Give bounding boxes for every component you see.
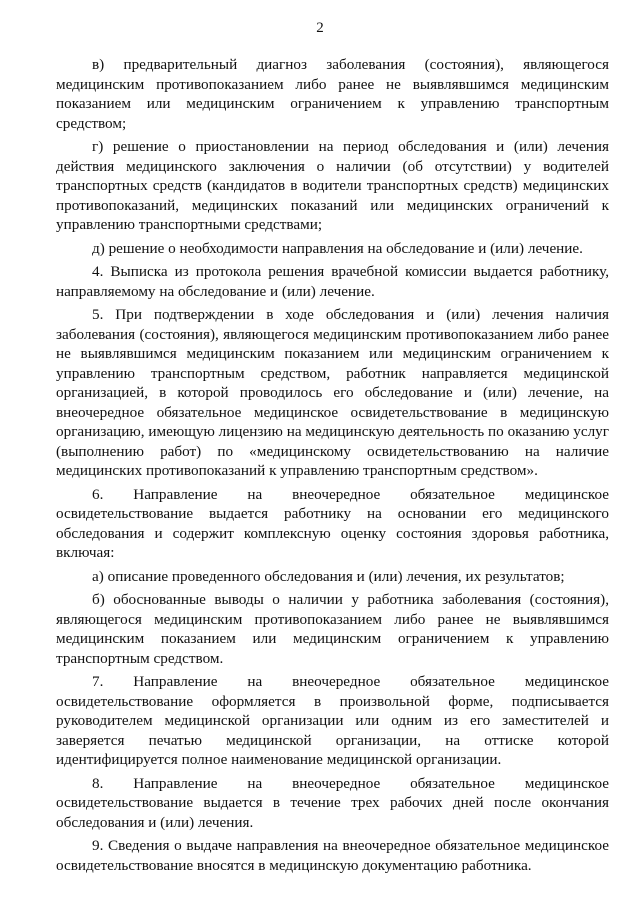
paragraph-clause-9: 9. Сведения о выдаче направления на внеочередное обязательное медицинское освидетельствование вносятся в медицинскую документацию работника. xyxy=(56,837,609,874)
paragraph-clause-6: 6. Направление на внеочередное обязательное медицинское освидетельствование выдается работнику на основании его медицинского обследования и содержит комплексную оценку состояния здоровья работника, включая: xyxy=(56,485,609,561)
paragraph-item-v: в) предварительный диагноз заболевания (состояния), являющегося медицинским противопоказанием либо ранее не выявлявшимся медицинским показанием или медицинским ограничением к управлению транспортным средством; xyxy=(56,56,609,132)
document-body xyxy=(56,55,609,879)
paragraph-item-d: д) решение о необходимости направления на обследование и (или) лечение. xyxy=(92,239,583,257)
paragraph-item-g: г) решение о приостановлении на период обследования и (или) лечения действия медицинского заключения о наличии (об отсутствии) у водителей транспортных средств (кандидатов в водители транспортных средств) медицинских противопоказаний, медицинских показаний или медицинских ограничений к управлению транспортными средствами; xyxy=(56,138,609,233)
paragraph-clause-7: 7. Направление на внеочередное обязательное медицинское освидетельствование оформляется в произвольной форме, подписывается руководителем медицинской организации или одним из его заместителей и заверяется печатью медицинской организации, на оттиске которой идентифицируется полное наименование медицинской организации. xyxy=(56,673,609,768)
paragraph-clause-4: 4. Выписка из протокола решения врачебной комиссии выдается работнику, направляемому на обследование и (или) лечение. xyxy=(56,263,609,300)
paragraph-item-a: а) описание проведенного обследования и (или) лечения, их результатов; xyxy=(92,567,565,585)
paragraph-clause-8: 8. Направление на внеочередное обязательное медицинское освидетельствование выдается в течение трех рабочих дней после окончания обследования и (или) лечения. xyxy=(56,774,609,831)
paragraph-item-b: б) обоснованные выводы о наличии у работника заболевания (состояния), являющегося медицинским противопоказанием либо ранее не выявлявшимся медицинским показанием или медицинским ограничением к управлению транспортным средством. xyxy=(56,591,609,667)
page-number: 2 xyxy=(316,20,324,36)
paragraph-clause-5: 5. При подтверждении в ходе обследования и (или) лечения наличия заболевания (состояния), являющегося медицинским противопоказанием либо ранее не выявлявшимся медицинским показанием или медицинским ограничением к управлению транспортным средством, работник направляется медицинской организацией, в которой проводилось его обследование и (или) лечение, на внеочередное обязательное медицинское освидетельствование в медицинскую организацию, имеющую лицензию на медицинскую деятельность по оказанию услуг (выполнению работ) по «медицинскому освидетельствованию на наличие медицинских противопоказаний к управлению транспортным средством». xyxy=(56,306,609,479)
